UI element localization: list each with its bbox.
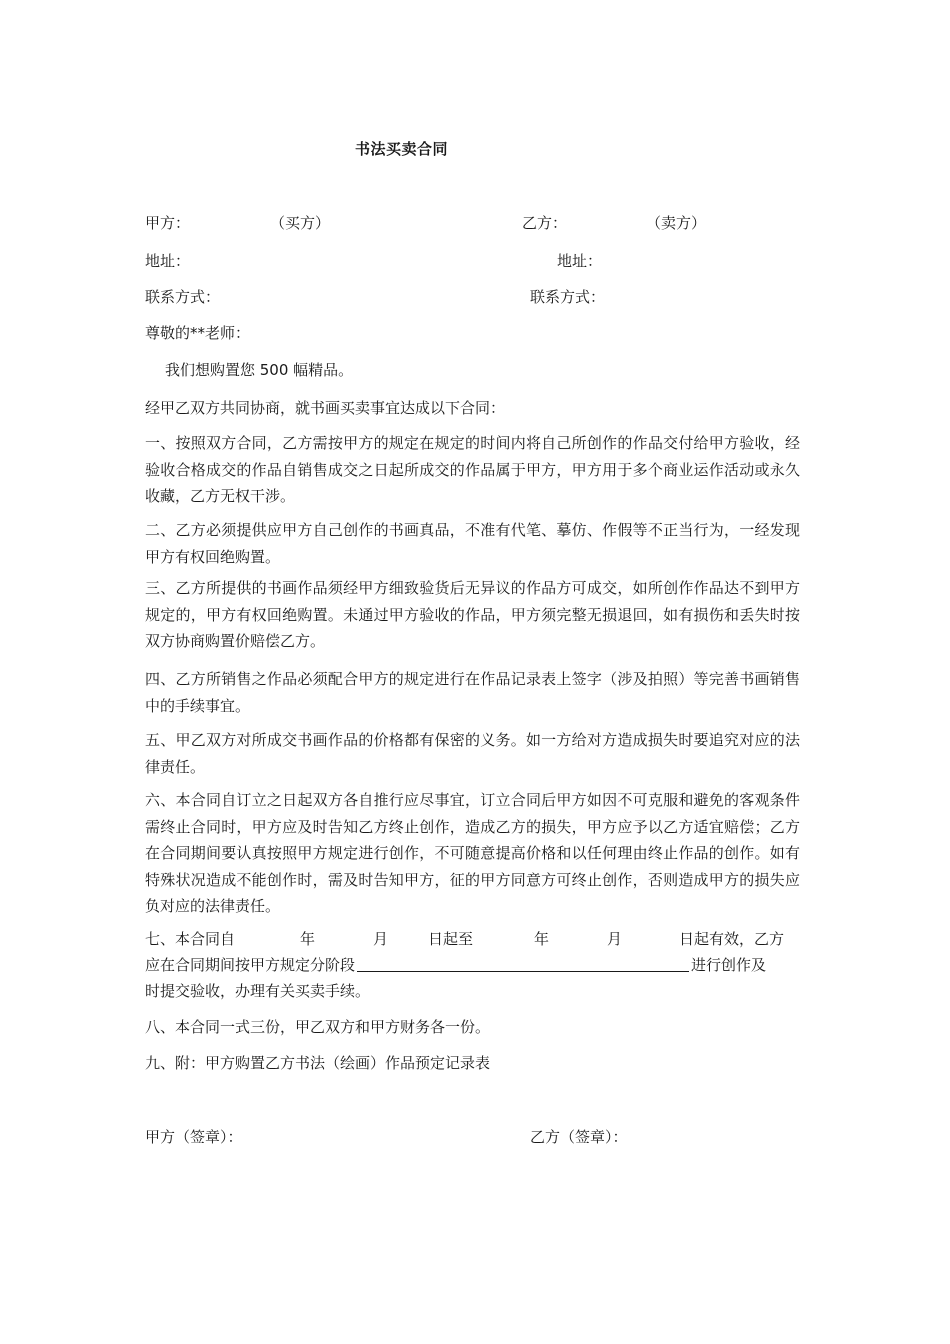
clause-9: 九、附：甲方购置乙方书法（绘画）作品预定记录表 xyxy=(145,1054,491,1072)
clause-5: 五、甲乙双方对所成交书画作品的价格都有保密的义务。如一方给对方造成损失时要追究对应的法律责任。 xyxy=(145,731,800,776)
clause-7-line-2 xyxy=(145,954,766,975)
clause-7-line-3: 时提交验收，办理有关买卖手续。 xyxy=(145,982,371,1000)
preamble: 经甲乙双方共同协商，就书画买卖事宜达成以下合同： xyxy=(145,399,506,417)
clause-7-month-2: 月 xyxy=(607,930,623,948)
clause-8: 八、本合同一式三份，甲乙双方和甲方财务各一份。 xyxy=(145,1018,491,1036)
party-a-role: （买方） xyxy=(270,214,331,232)
party-a-contact: 联系方式： xyxy=(145,288,221,306)
stage-blank-line xyxy=(357,955,689,972)
clause-1: 一、按照双方合同，乙方需按甲方的规定在规定的时间内将自己所创作的作品交付给甲方验收，经验收合格成交的作品自销售成交之日起所成交的作品属于甲方，甲方用于多个商业运作活动或永久收藏，乙方无权干涉。 xyxy=(145,434,800,505)
party-b-address: 地址： xyxy=(557,252,603,270)
party-a-label: 甲方： xyxy=(145,214,191,232)
party-b-role: （卖方） xyxy=(646,214,707,232)
clause-2: 二、乙方必须提供应甲方自己创作的书画真品，不准有代笔、摹仿、作假等不正当行为，一经发现甲方有权回绝购置。 xyxy=(145,521,800,566)
greeting: 尊敬的**老师： xyxy=(145,324,251,342)
contract-title: 书法买卖合同 xyxy=(355,140,449,158)
clause-7-month-1: 月 xyxy=(373,930,389,948)
clause-7-day-2: 日起有效，乙方 xyxy=(679,930,785,948)
clause-7-start: 七、本合同自 xyxy=(145,930,236,948)
clause-7-year-2: 年 xyxy=(534,930,550,948)
clause-7-day-1: 日起至 xyxy=(428,930,474,948)
party-b-label: 乙方： xyxy=(522,214,568,232)
clause-6: 六、本合同自订立之日起双方各自推行应尽事宜，订立合同后甲方如因不可克服和避免的客观条件需终止合同时，甲方应及时告知乙方终止创作，造成乙方的损失，甲方应予以乙方适宜赔偿；乙方在合同期间要认真按照甲方规定进行创作，不可随意提高价格和以任何理由终止作品的创作。如有特殊状况造成不能创作时，需及时告知甲方，征的甲方同意方可终止创作，否则造成甲方的损失应负对应的法律责任。 xyxy=(145,791,800,915)
clause-7-line-2-pre: 应在合同期间按甲方规定分阶段 xyxy=(145,956,356,974)
clause-7-line-2-post: 进行创作及 xyxy=(691,956,767,974)
party-a-address: 地址： xyxy=(145,252,191,270)
party-a-signature: 甲方（签章）： xyxy=(145,1128,243,1146)
party-b-signature: 乙方（签章）： xyxy=(530,1128,628,1146)
intro: 我们想购置您 500 幅精品。 xyxy=(165,361,354,379)
clause-7-year-1: 年 xyxy=(300,930,316,948)
clause-3: 三、乙方所提供的书画作品须经甲方细致验货后无异议的作品方可成交，如所创作作品达不到甲方规定的，甲方有权回绝购置。未通过甲方验收的作品，甲方须完整无损退回，如有损伤和丢失时按双方协商购置价赔偿乙方。 xyxy=(145,579,800,650)
party-b-contact: 联系方式： xyxy=(530,288,606,306)
clause-4: 四、乙方所销售之作品必须配合甲方的规定进行在作品记录表上签字（涉及拍照）等完善书画销售中的手续事宜。 xyxy=(145,670,800,715)
